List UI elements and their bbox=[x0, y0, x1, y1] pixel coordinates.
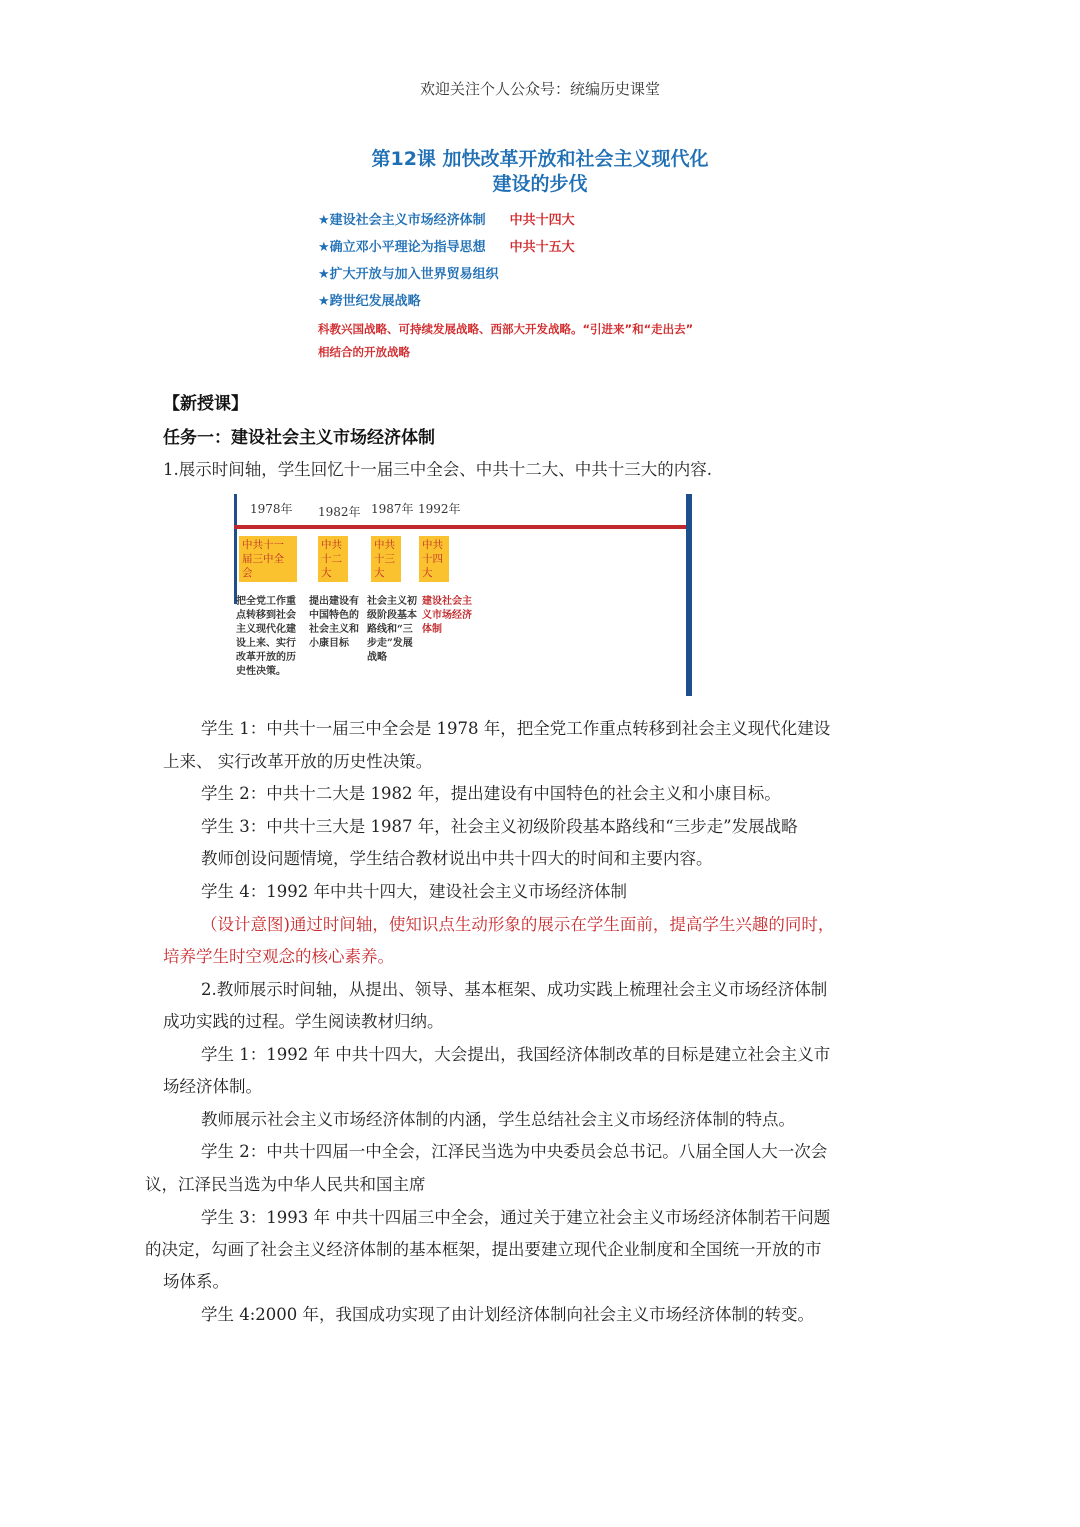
key-point-tag: 中共十五大 bbox=[509, 240, 575, 255]
body-line: 学生 4：1992 年中共十四大，建设社会主义市场经济体制 bbox=[201, 882, 627, 901]
body-line: 2.教师展示时间轴，从提出、领导、基本框架、成功实践上梳理社会主义市场经济体制 bbox=[201, 980, 828, 999]
timeline-figure bbox=[230, 492, 700, 700]
timeline-event-box: 中共十二大 bbox=[318, 536, 348, 582]
timeline-event-box: 中共十一届三中全会 bbox=[239, 536, 297, 582]
body-line: 学生 3：中共十三大是 1987 年，社会主义初级阶段基本路线和“三步走”发展战略 bbox=[201, 817, 798, 836]
timeline-year: 1982年 bbox=[318, 505, 361, 519]
page-header: 欢迎关注个人公众号：统编历史课堂 bbox=[419, 80, 660, 98]
timeline-event-box: 中共十四大 bbox=[419, 536, 449, 582]
step1-text: 1.展示时间轴，学生回忆十一届三中全会、中共十二大、中共十三大的内容. bbox=[163, 460, 712, 479]
timeline-desc: 把全党工作重点转移到社会主义现代化建设上来、实行改革开放的历史性决策。 bbox=[236, 596, 296, 677]
body-line: 学生 2：中共十二大是 1982 年，提出建设有中国特色的社会主义和小康目标。 bbox=[201, 784, 781, 803]
body-line: 的决定，勾画了社会主义经济体制的基本框架，提出要建立现代企业制度和全国统一开放的市 bbox=[145, 1240, 822, 1259]
timeline-year: 1992年 bbox=[418, 502, 461, 516]
strategy-note-line1: 科教兴国战略、可持续发展战略、西部大开发战略。“引进来”和“走出去” bbox=[318, 322, 694, 336]
key-point-text: ★建设社会主义市场经济体制 bbox=[318, 213, 486, 228]
lesson-title bbox=[300, 147, 780, 197]
body-line: 场体系。 bbox=[163, 1272, 229, 1291]
body-line: 议，江泽民当选为中华人民共和国主席 bbox=[145, 1175, 426, 1194]
key-point-text: ★扩大开放与加入世界贸易组织 bbox=[318, 267, 499, 282]
key-point-text: ★确立邓小平理论为指导思想 bbox=[318, 240, 486, 255]
timeline-year: 1987年 bbox=[371, 502, 414, 516]
body-line: 学生 1：中共十一届三中全会是 1978 年，把全党工作重点转移到社会主义现代化建设 bbox=[201, 719, 831, 738]
strategy-note-line2: 相结合的开放战略 bbox=[318, 345, 410, 359]
key-point bbox=[318, 291, 788, 318]
lesson-title-line1: 第12课 加快改革开放和社会主义现代化 bbox=[371, 148, 709, 170]
body-line: 上来、 实行改革开放的历史性决策。 bbox=[163, 752, 433, 771]
timeline-desc: 提出建设有中国特色的社会主义和小康目标 bbox=[309, 596, 359, 649]
key-point bbox=[318, 210, 788, 237]
lesson-title-line2: 建设的步伐 bbox=[492, 173, 588, 195]
timeline-start-bar bbox=[234, 494, 237, 604]
key-point-text: ★跨世纪发展战略 bbox=[318, 294, 421, 309]
timeline-desc: 建设社会主义市场经济体制 bbox=[422, 596, 472, 635]
body-line: 成功实践的过程。学生阅读教材归纳。 bbox=[163, 1012, 444, 1031]
body-line: 教师创设问题情境，学生结合教材说出中共十四大的时间和主要内容。 bbox=[201, 849, 713, 868]
design-intent-line: （设计意图)通过时间轴，使知识点生动形象的展示在学生面前，提高学生兴趣的同时， bbox=[201, 915, 835, 934]
timeline-event-box: 中共十三大 bbox=[371, 536, 401, 582]
key-points bbox=[318, 210, 788, 364]
body-line: 场经济体制。 bbox=[163, 1077, 262, 1096]
body-line: 学生 3：1993 年 中共十四届三中全会，通过关于建立社会主义市场经济体制若干问题 bbox=[201, 1208, 831, 1227]
design-intent-line: 培养学生时空观念的核心素养。 bbox=[163, 947, 394, 966]
timeline-axis bbox=[234, 525, 690, 529]
body-line: 学生 4:2000 年，我国成功实现了由计划经济体制向社会主义市场经济体制的转变。 bbox=[201, 1305, 815, 1324]
timeline-year: 1978年 bbox=[250, 502, 293, 516]
body-line: 学生 2：中共十四届一中全会，江泽民当选为中央委员会总书记。八届全国人大一次会 bbox=[201, 1142, 828, 1161]
key-point bbox=[318, 237, 788, 264]
body-line: 学生 1：1992 年 中共十四大，大会提出，我国经济体制改革的目标是建立社会主义市 bbox=[201, 1045, 831, 1064]
key-point-tag: 中共十四大 bbox=[509, 213, 575, 228]
section-title: 【新授课】 bbox=[163, 394, 248, 414]
timeline-desc: 社会主义初级阶段基本路线和“三步走”发展战略 bbox=[367, 596, 417, 663]
task1-title: 任务一：建设社会主义市场经济体制 bbox=[163, 428, 435, 448]
body-line: 教师展示社会主义市场经济体制的内涵，学生总结社会主义市场经济体制的特点。 bbox=[201, 1110, 795, 1129]
key-point bbox=[318, 264, 788, 291]
timeline-end-bar bbox=[686, 494, 692, 696]
